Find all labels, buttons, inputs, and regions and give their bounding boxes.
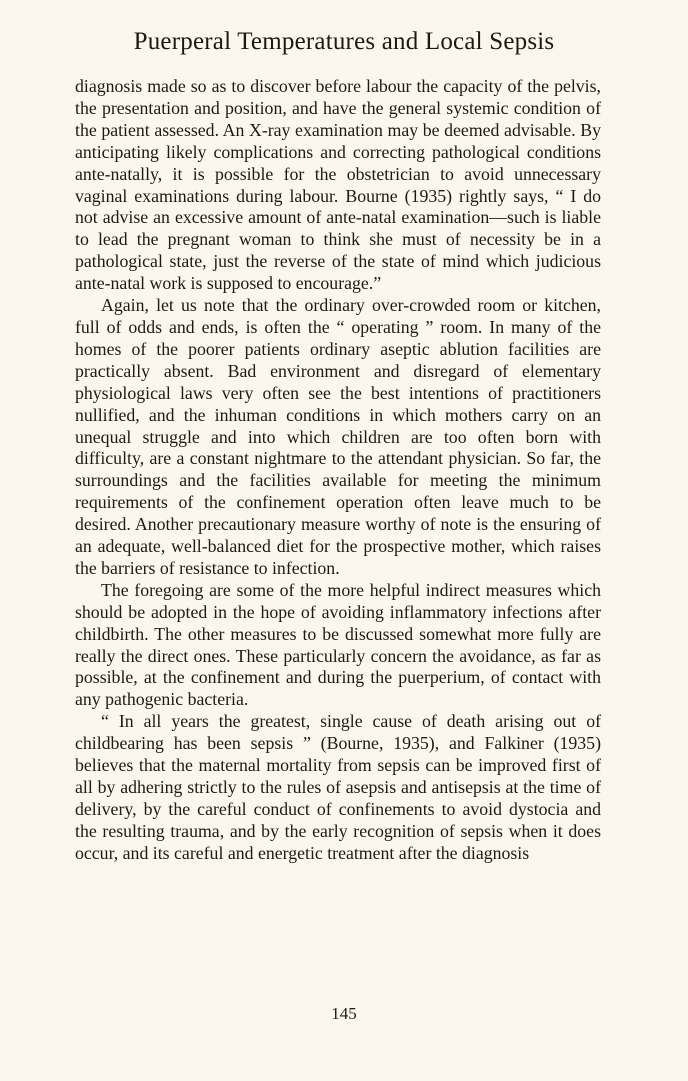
paragraph-environment: Again, let us note that the ordinary over-crowded room or kitchen, full of odds and ends, is often the “ operating ” room. In many of the homes of the poorer patients ordinary aseptic ablution facilities are practically absent. Bad environment and disregard of elementary physiological laws very often see the best intentions of practitioners nullified, and the inhuman conditions in which mothers carry on an unequal struggle and into which children are too often born with difficulty, are a constant nightmare to the attendant physician. So far, the surroundings and the facilities available for meeting the minimum requirements of the confinement operation often leave much to be desired. Another precautionary measure worthy of note is the ensuring of an adequate, well-balanced diet for the prospective mother, which raises the barriers of resistance to infection. xyxy=(75,295,601,578)
body-text xyxy=(75,76,601,865)
paragraph-indirect-measures: The foregoing are some of the more helpful indirect measures which should be adopted in the hope of avoiding inflammatory infections after childbirth. The other measures to be discussed somewhat more fully are really the direct ones. These particularly concern the avoidance, as far as possible, at the confinement and during the puerperium, of contact with any pathogenic bacteria. xyxy=(75,579,601,710)
running-head-title: Puerperal Temperatures and Local Sepsis xyxy=(133,28,555,55)
paragraph-sepsis-quote: “ In all years the greatest, single cause of death arising out of childbearing has been sepsis ” (Bourne, 1935), and Falkiner (1935) believes that the maternal mortality from sepsis can be improved first of all by adhering strictly to the rules of asepsis and antisepsis at the time of delivery, by the careful conduct of confinements to avoid dystocia and the resulting trauma, and by the early recognition of sepsis when it does occur, and its careful and energetic treatment after the diagnosis xyxy=(75,711,601,863)
page-number: 145 xyxy=(331,1004,357,1023)
paragraph-continued: diagnosis made so as to discover before labour the capacity of the pelvis, the presentation and position, and have the general systemic condition of the patient assessed. An X-ray examination may be deemed advisable. By anticipating likely complications and correcting pathological conditions ante-natally, it is possible for the obstetrician to avoid unnecessary vaginal examinations during labour. Bourne (1935) rightly says, “ I do not advise an excessive amount of ante-natal examination—such is liable to lead the pregnant woman to think she must of necessity be in a pathological state, just the reverse of the state of mind which judicious ante-natal work is supposed to encourage.” xyxy=(75,76,601,294)
